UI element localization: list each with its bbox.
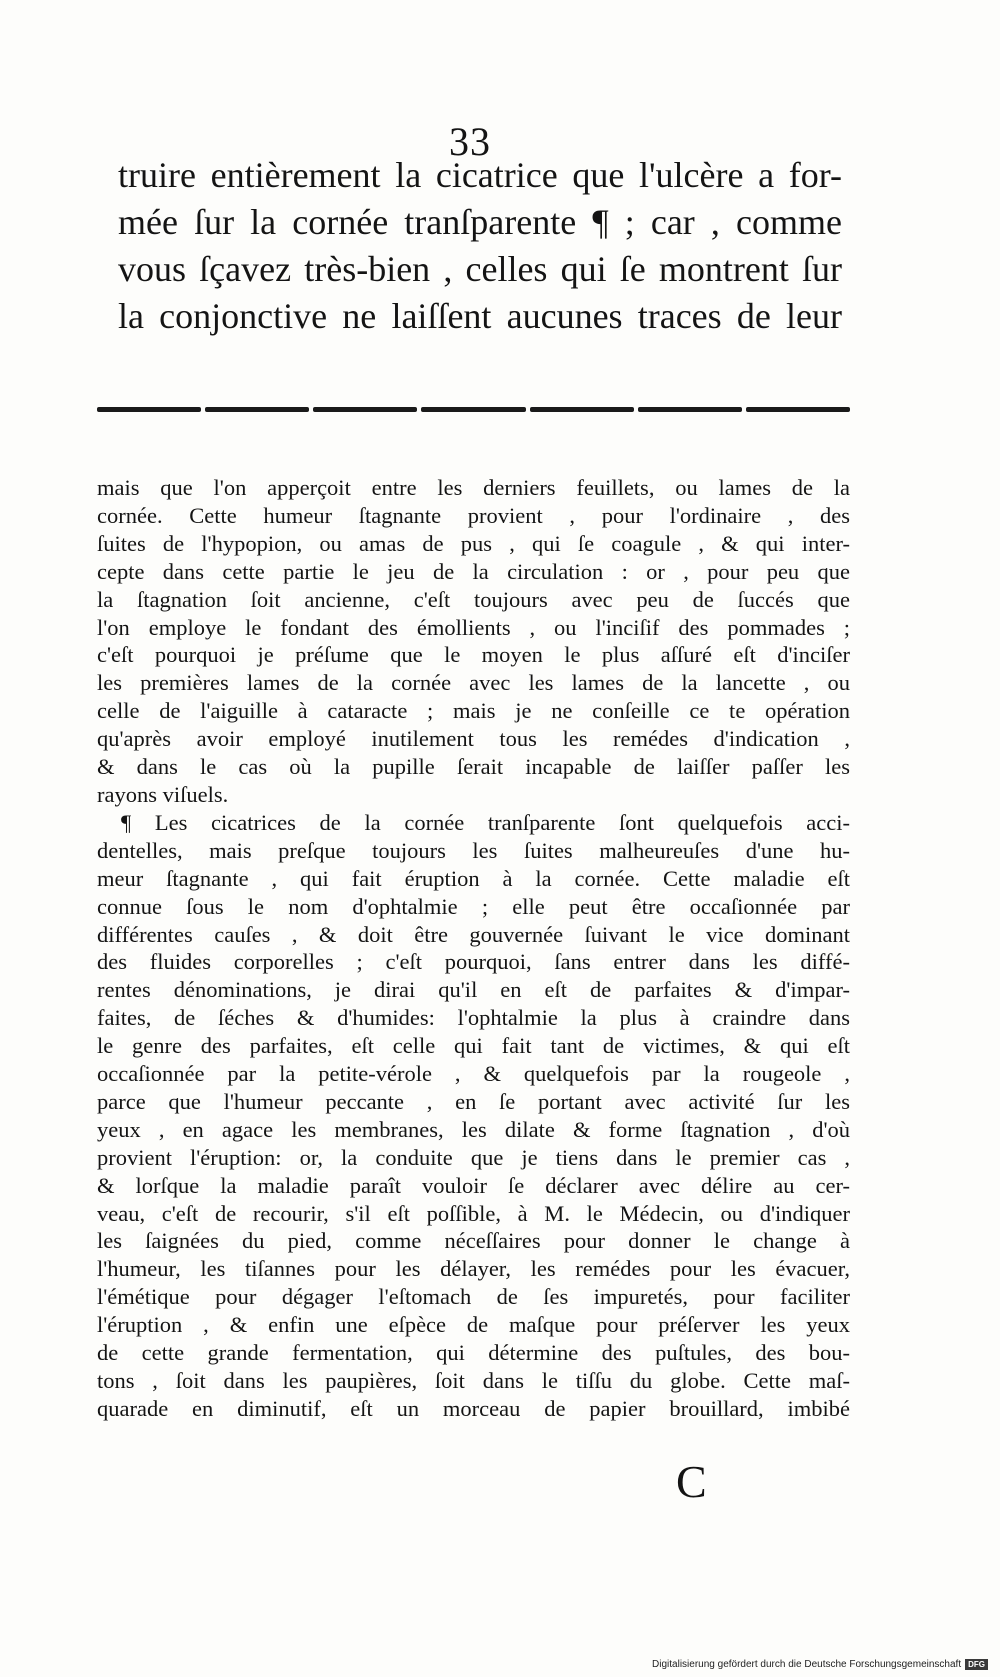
footer-text: Digitalisierung gefördert durch die Deutsche Forschungsgemeinschaft — [652, 1659, 962, 1670]
page-number: 33 — [449, 119, 491, 164]
footnote-line: les ſaignées du pied, comme néceſſaires pour donner le change à — [97, 1228, 850, 1254]
main-text-line: la conjonctive ne laiſſent aucunes traces de leur — [118, 296, 842, 336]
footnote-line: tons , ſoit dans les paupières, ſoit dans le tiſſu du globe. Cette maſ- — [97, 1368, 850, 1393]
footnote-line: c'eſt pourquoi je préſume que le moyen le plus aſſuré eſt d'inciſer — [97, 642, 850, 668]
footnote-line: yeux , en agace les membranes, les dilate & forme ſtagnation , d'où — [97, 1116, 850, 1142]
footnote-line: & lorſque la maladie paraît vouloir ſe déclarer avec délire au cer- — [97, 1172, 850, 1198]
footnote-line: connue ſous le nom d'ophtalmie ; elle peut être occaſionnée par — [97, 893, 850, 919]
footnote-line: rentes dénominations, je dirai qu'il en eſt de parfaites & d'impar- — [97, 977, 850, 1003]
main-text-block — [118, 152, 842, 340]
footnote-line: qu'après avoir employé inutilement tous les remédes d'indication , — [97, 726, 850, 752]
footnote-line: faites, de ſéches & d'humides: l'ophtalmie la plus à craindre dans — [97, 1005, 850, 1031]
footnote-line: l'humeur, les tiſannes pour les délayer, les remédes pour les évacuer, — [97, 1256, 850, 1282]
footnote-line: dentelles, mais preſque toujours les ſuites malheureuſes d'une hu- — [97, 837, 850, 863]
footnote-line: occaſionnée par la petite-vérole , & quelquefois par la rougeole , — [97, 1061, 850, 1087]
footnote-line: rayons viſuels. — [97, 781, 229, 807]
footnote-line: ſuites de l'hypopion, ou amas de pus , qui ſe coagule , & qui inter- — [97, 530, 850, 556]
footnote-line: différentes cauſes , & doit être gouvernée ſuivant le vice dominant — [97, 921, 850, 947]
footnote-line: celle de l'aiguille à cataracte ; mais je ne conſeille ce te opération — [97, 698, 850, 724]
footnote-line: & dans le cas où la pupille ſerait incapable de laiſſer paſſer les — [97, 754, 850, 780]
footnote-line: l'on employe le fondant des émollients , ou l'inciſif des pommades ; — [97, 614, 850, 640]
footnote-line: meur ſtagnante , qui fait éruption à la cornée. Cette maladie eſt — [97, 865, 850, 891]
footnote-block — [97, 474, 850, 1423]
footnote-line: les premières lames de la cornée avec les lames de la lancette , ou — [97, 670, 850, 696]
footnote-line: ¶ Les cicatrices de la cornée tranſparente ſont quelquefois acci- — [121, 809, 850, 835]
footnote-line: quarade en diminutif, eſt un morceau de papier brouillard, imbibé — [97, 1395, 850, 1421]
footnote-line: veau, c'eſt de recourir, s'il eſt poſſible, à M. le Médecin, ou d'indiquer — [97, 1200, 850, 1226]
digitization-footer — [652, 1659, 988, 1670]
footnote-line: des fluides corporelles ; c'eſt pourquoi, ſans entrer dans les diffé- — [97, 949, 850, 975]
footnote-line: l'éruption , & enfin une eſpèce de maſque pour préſerver les yeux — [97, 1312, 850, 1338]
footnote-line: cornée. Cette humeur ſtagnante provient , pour l'ordinaire , des — [97, 502, 850, 528]
main-text-line: mée ſur la cornée tranſparente ¶ ; car , comme — [118, 202, 842, 242]
footnote-line: provient l'éruption: or, la conduite que je tiens dans le premier cas , — [97, 1144, 850, 1170]
footnote-line: de cette grande fermentation, qui détermine des puſtules, des bou- — [97, 1340, 850, 1366]
main-text-line: vous ſçavez très-bien , celles qui ſe montrent ſur — [118, 249, 842, 289]
dfg-logo-icon: DFG — [965, 1659, 988, 1670]
footnote-line: parce que l'humeur peccante , en ſe portant avec activité ſur les — [97, 1088, 850, 1114]
section-divider-rule — [97, 407, 850, 412]
signature-mark: C — [676, 1456, 707, 1507]
footnote-line: cepte dans cette partie le jeu de la circulation : or , pour peu que — [97, 558, 850, 584]
footnote-line: la ſtagnation ſoit ancienne, c'eſt toujours avec peu de ſuccés que — [97, 586, 850, 612]
footnote-line: le genre des parfaites, eſt celle qui fait tant de victimes, & qui eſt — [97, 1033, 850, 1059]
footnote-line: mais que l'on apperçoit entre les derniers feuillets, ou lames de la — [97, 475, 850, 500]
footnote-line: l'émétique pour dégager l'eſtomach de ſes impuretés, pour faciliter — [97, 1284, 850, 1310]
main-text-line: truire entièrement la cicatrice que l'ulcère a for- — [118, 155, 842, 195]
